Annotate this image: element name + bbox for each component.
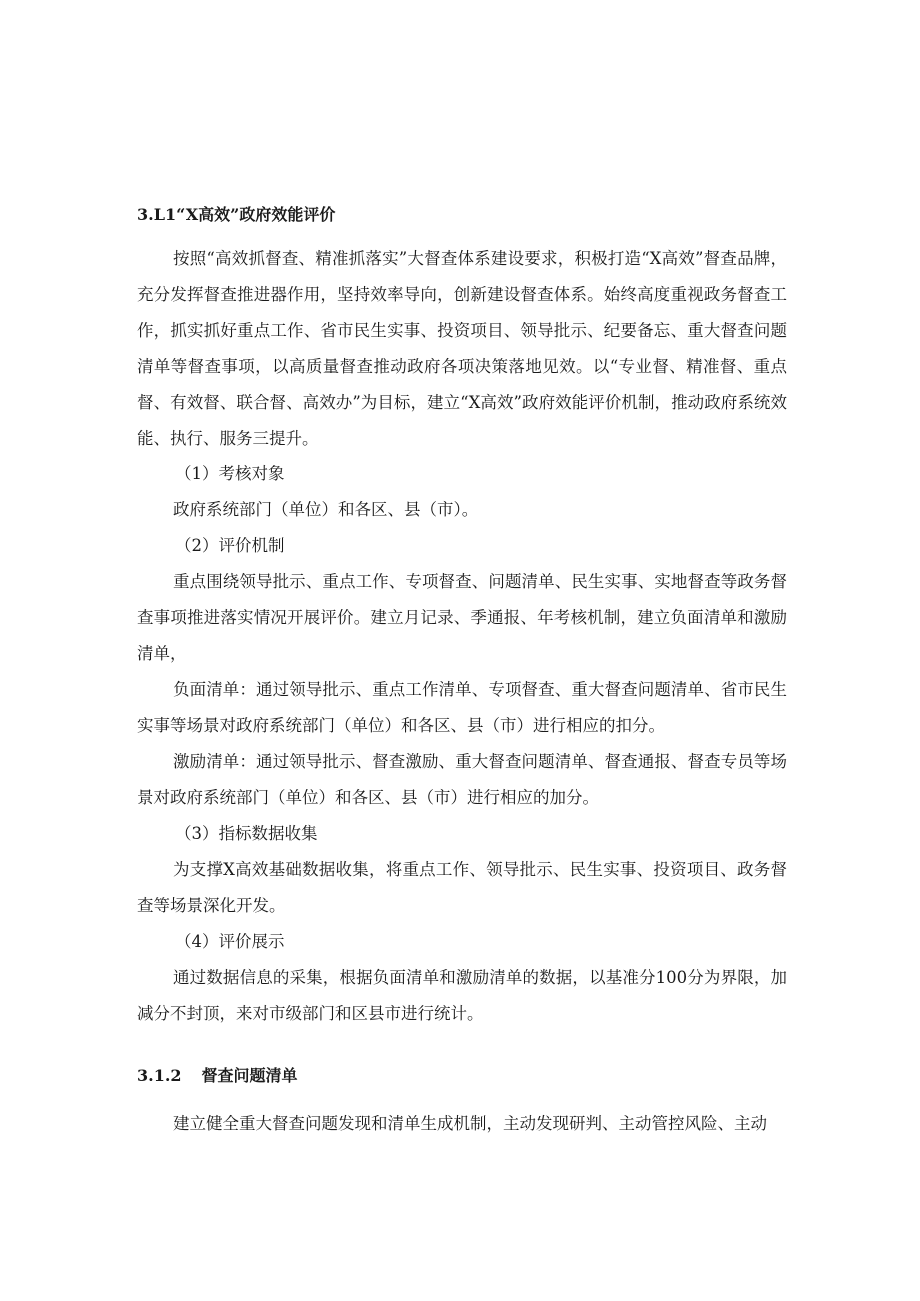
incentive-list-paragraph: 激励清单：通过领导批示、督查激励、重大督查问题清单、督查通报、督查专员等场景对政府系统部门（单位）和各区、县（市）进行相应的加分。 — [137, 752, 787, 807]
item3-text: 为支撑X高效基础数据收集，将重点工作、领导批示、民生实事、投资项目、政务督查等场景深化开发。 — [137, 860, 787, 915]
item4-title: （4）评价展示 — [175, 932, 285, 951]
section-heading-3-1-1: 3.L1“X高效”政府效能评价 — [137, 205, 336, 224]
section-intro-paragraph: 按照“高效抓督查、精准抓落实”大督查体系建设要求，积极打造“X高效”督查品牌，充分发挥督查推进器作用，坚持效率导向，创新建设督查体系。始终高度重视政务督查工作，抓实抓好重点工作、省市民生实事、投资项目、领导批示、纪要备忘、重大督查问题清单等督查事项，以高质量督查推动政府各项决策落地见效。以“专业督、精准督、重点督、有效督、联合督、高效办”为目标，建立“X高效”政府效能评价机制，推动政府系统效能、执行、服务三提升。 — [137, 249, 787, 448]
section-heading-3-1-2 — [137, 1065, 298, 1087]
item2-text: 重点围绕领导批示、重点工作、专项督查、问题清单、民生实事、实地督查等政务督查事项推进落实情况开展评价。建立月记录、季通报、年考核机制，建立负面清单和激励清单， — [137, 572, 787, 663]
section-number: 3.1.2 — [137, 1066, 182, 1085]
section-title: 督查问题清单 — [201, 1066, 298, 1085]
item3-title: （3）指标数据收集 — [175, 824, 318, 843]
negative-list-paragraph: 负面清单：通过领导批示、重点工作清单、专项督查、重大督查问题清单、省市民生实事等场景对政府系统部门（单位）和各区、县（市）进行相应的扣分。 — [137, 680, 787, 735]
item1-text: 政府系统部门（单位）和各区、县（市）。 — [173, 500, 479, 519]
item2-title: （2）评价机制 — [175, 536, 285, 555]
item4-text: 通过数据信息的采集，根据负面清单和激励清单的数据，以基准分100分为界限，加减分不封顶，来对市级部门和区县市进行统计。 — [137, 968, 787, 1023]
item1-title: （1）考核对象 — [175, 464, 285, 483]
section2-paragraph: 建立健全重大督查问题发现和清单生成机制，主动发现研判、主动管控风险、主动 — [173, 1114, 767, 1133]
